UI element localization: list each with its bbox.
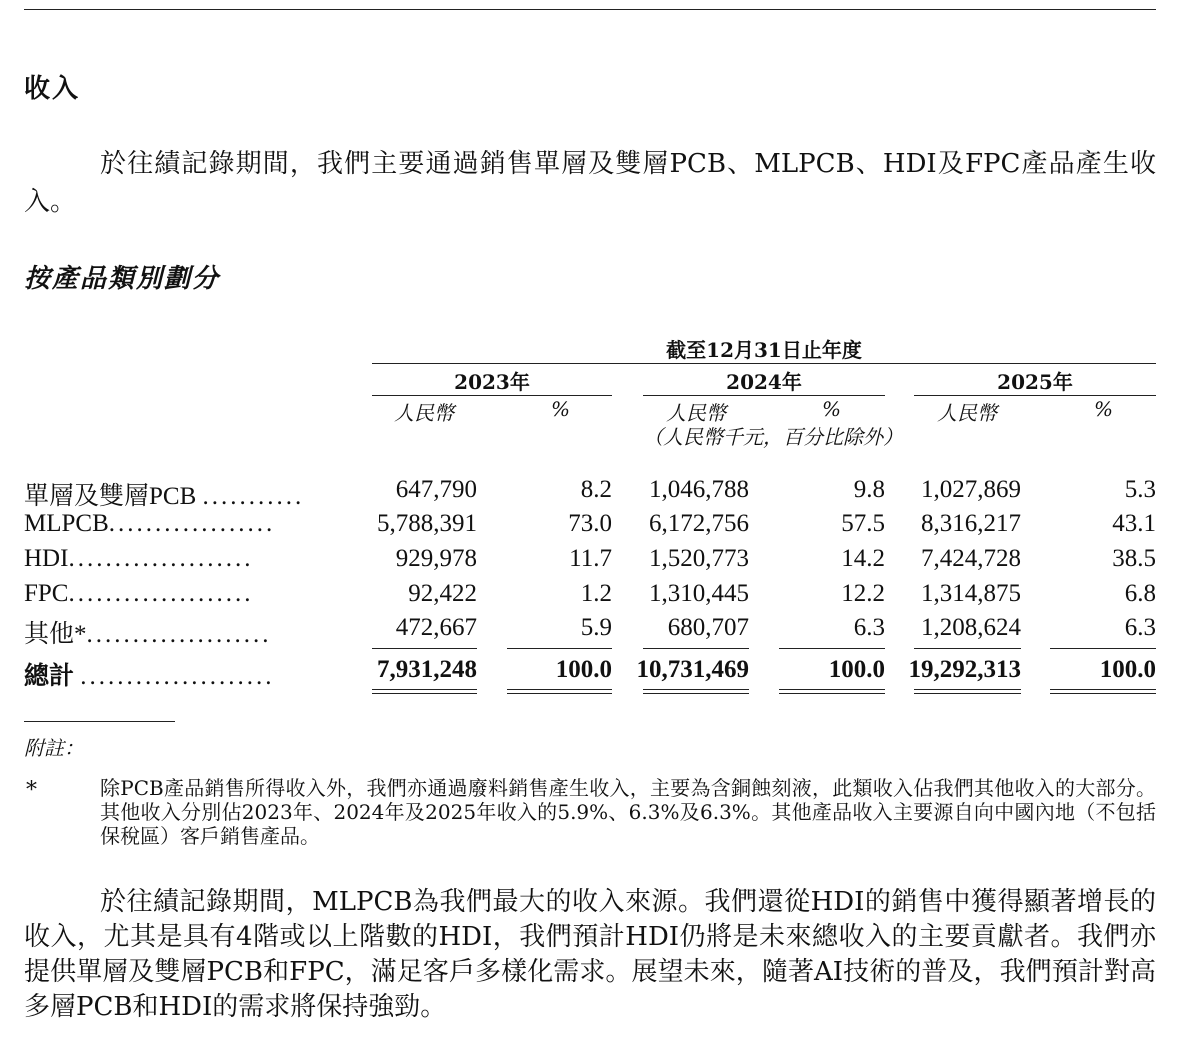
value-2024: 1,520,773 (649, 545, 749, 572)
rmb-label-2024: 人民幣 (666, 401, 726, 425)
pct-2025: 6.3 (1124, 614, 1156, 641)
pct-2024: 12.2 (841, 580, 885, 607)
value-2023: 647,790 (395, 476, 477, 503)
year-rule-2024 (643, 395, 885, 396)
rmb-label-2025: 人民幣 (937, 401, 997, 425)
pct-2024: 14.2 (841, 545, 885, 572)
pct-2023: 1.2 (580, 580, 612, 607)
row-label-text: 單層及雙層PCB (24, 483, 197, 510)
pct-2023: 8.2 (580, 476, 612, 503)
subtotal-rule-2025-value (914, 648, 1021, 649)
row-label-text: 總計 (24, 663, 75, 690)
total-pct-2023: 100.0 (555, 656, 612, 683)
row-label (24, 545, 334, 573)
pct-2025: 43.1 (1112, 510, 1156, 537)
row-label (24, 476, 334, 512)
leader-dots: ........... (202, 483, 305, 510)
total-pct-2025: 100.0 (1099, 656, 1156, 683)
year-header-2023: 2023年 (454, 370, 530, 394)
intro-paragraph: 於往績記錄期間，我們主要通過銷售單層及雙層PCB、MLPCB、HDI及FPC產品產生收入。 (24, 149, 1156, 217)
value-2024: 1,310,445 (649, 580, 749, 607)
subtotal-rule-2024-value (643, 648, 749, 649)
leader-dots: .................... (86, 621, 272, 648)
leader-dots: .................... (68, 580, 254, 607)
subtotal-rule-2024-pct (779, 648, 885, 649)
leader-dots: .................... (68, 545, 254, 572)
subtotal-rule-2025-pct (1050, 648, 1156, 649)
value-2023: 929,978 (395, 545, 477, 572)
value-2025: 1,314,875 (921, 580, 1021, 607)
value-2025: 8,316,217 (921, 510, 1021, 537)
row-label (24, 656, 334, 692)
year-rule-2025 (914, 395, 1156, 396)
subtotal-rule-2023-pct (507, 648, 612, 649)
value-2025: 1,027,869 (921, 476, 1021, 503)
year-header-2024: 2024年 (726, 370, 802, 394)
row-label-text: FPC (24, 580, 69, 607)
unit-note: （人民幣千元，百分比除外） (643, 425, 903, 449)
pct-2023: 11.7 (569, 545, 612, 572)
pct-2023: 5.9 (580, 614, 612, 641)
row-label (24, 580, 334, 608)
pct-2025: 6.8 (1124, 580, 1156, 607)
note-marker: * (26, 778, 37, 803)
pct-label-2024: % (822, 397, 842, 421)
leader-dots: .................. (108, 510, 276, 537)
top-rule (24, 9, 1156, 10)
value-2024: 680,707 (667, 614, 749, 641)
year-rule-2023 (372, 395, 612, 396)
value-2023: 5,788,391 (377, 510, 477, 537)
notes-separator (24, 721, 175, 722)
value-2024: 6,172,756 (649, 510, 749, 537)
rmb-label-2023: 人民幣 (394, 401, 454, 425)
pct-2025: 38.5 (1112, 545, 1156, 572)
total-2025: 19,292,313 (908, 656, 1021, 683)
row-label-text: 其他* (24, 621, 87, 648)
year-header-2025: 2025年 (997, 370, 1073, 394)
row-label-text: MLPCB (24, 510, 109, 537)
value-2023: 92,422 (408, 580, 477, 607)
note-text: 除PCB產品銷售所得收入外，我們亦通過廢料銷售產生收入，主要為含銅蝕刻液，此類收入佔我們其他收入的大部分。其他收入分別佔2023年、2024年及2025年收入的5.9%、6.3%及6.3%。其他產品收入主要源自向中國內地（不包括保稅區）客戶銷售產品。 (100, 776, 1156, 848)
row-label (24, 614, 334, 650)
closing-paragraph: 於往績記錄期間，MLPCB為我們最大的收入來源。我們還從HDI的銷售中獲得顯著增長的收入，尤其是具有4階或以上階數的HDI，我們預計HDI仍將是未來總收入的主要貢獻者。我們亦提供單層及雙層PCB和FPC，滿足客戶多樣化需求。展望未來，隨著AI技術的普及，我們預計對高多層PCB和HDI的需求將保持強勁。 (24, 887, 1156, 1022)
value-2025: 1,208,624 (921, 614, 1021, 641)
total-pct-2024: 100.0 (828, 656, 885, 683)
row-label-text: HDI (24, 545, 69, 572)
pct-2023: 73.0 (568, 510, 612, 537)
period-header: 截至12月31日止年度 (666, 338, 862, 362)
section-heading-by-product: 按產品類別劃分 (24, 264, 221, 294)
pct-label-2023: % (551, 397, 571, 421)
pct-2024: 57.5 (841, 510, 885, 537)
total-2024: 10,731,469 (636, 656, 749, 683)
value-2024: 1,046,788 (649, 476, 749, 503)
subtotal-rule-2023-value (372, 648, 477, 649)
total-2023: 7,931,248 (377, 656, 477, 683)
value-2023: 472,667 (395, 614, 477, 641)
notes-label: 附註： (24, 736, 84, 760)
pct-2024: 6.3 (853, 614, 885, 641)
section-heading-revenue: 收入 (24, 74, 81, 104)
period-header-rule (372, 363, 1156, 364)
pct-2024: 9.8 (853, 476, 885, 503)
row-label (24, 510, 334, 538)
pct-2025: 5.3 (1124, 476, 1156, 503)
pct-label-2025: % (1094, 397, 1114, 421)
value-2025: 7,424,728 (921, 545, 1021, 572)
leader-dots: ..................... (80, 663, 275, 690)
